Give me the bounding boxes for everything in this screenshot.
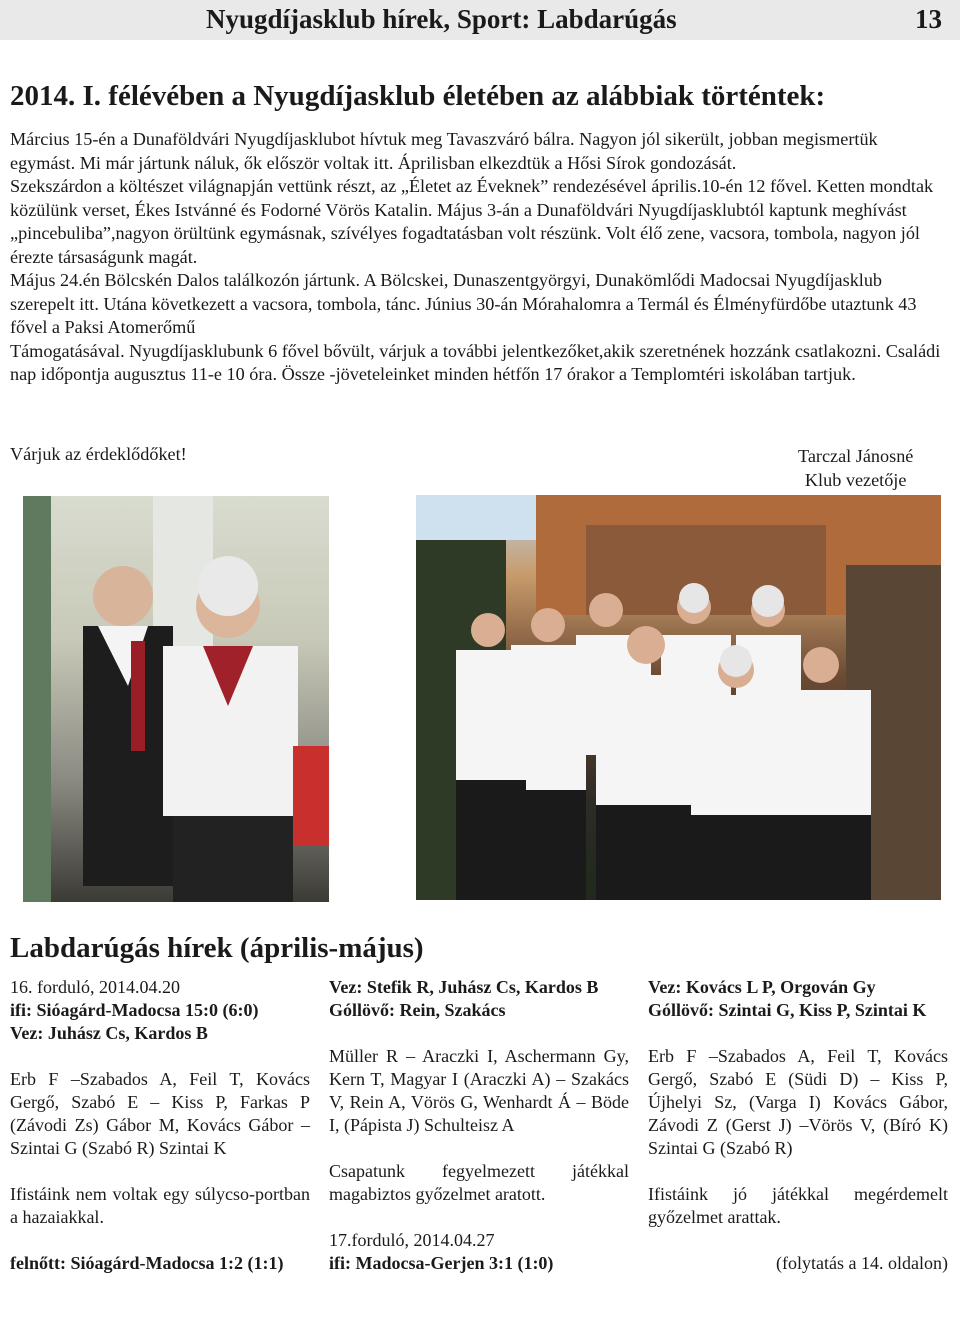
- photo-two-women: [23, 496, 329, 902]
- signature-name: Tarczal Jánosné: [798, 446, 914, 466]
- referees: Vez: Stefik R, Juhász Cs, Kardos B: [329, 977, 599, 997]
- article-paragraph: Támogatásával. Nyugdíjasklubunk 6 fővel bővült, várjuk a további jelentkezőket,akik szeretnének hozzánk csatlakozni. Családi nap időpontja augusztus 11-e 10 óra. Össze -jöveteleinket minden hétfőn 17 órakor a Templomtéri iskolában tartjuk.: [10, 340, 941, 384]
- continued-note: (folytatás a 14. oldalon): [776, 1253, 948, 1273]
- article-paragraph: Szekszárdon a költészet világnapján vettünk részt, az „Életet az Éveknek” rendezésével április.10-én 12 fővel. Ketten mondtak közülünk verset, Ékes Istvánné és Fodorné Vörös Katalin. Május 3-án a Dunaföldvári Nyugdíjasklubtól kaptunk meghívást „pincebuliba”,nagyon örültünk egymásnak, szívélyes fogadtatásban volt részünk. Volt élő zene, vacsora, tombola, nagyon jól érezte társaságunk magát.: [10, 176, 934, 267]
- referees: Vez: Kovács L P, Orgován Gy: [648, 977, 876, 997]
- article-paragraph: Május 24.én Bölcskén Dalos találkozón jártunk. A Bölcskei, Dunaszentgyörgyi, Dunakömlődi Madocsai Nyugdíjasklub szerepelt itt. Utána következett a vacsora, tombola, tánc. Június 30-án Mórahalomra a Termál és Élményfürdőbe utaztunk 43 fővel a Paksi Atomerőmű: [10, 270, 917, 337]
- page-header: [0, 0, 960, 40]
- match-comment: Csapatunk fegyelmezett játékkal magabiztos győzelmet aratott.: [329, 1161, 629, 1204]
- goal-scorers: Góllövő: Szintai G, Kiss P, Szintai K: [648, 1000, 927, 1020]
- match-comment: Ifistáink nem voltak egy súlycso-portban a hazaiakkal.: [10, 1184, 310, 1227]
- sport-column-1: [10, 976, 310, 1275]
- match-result: felnőtt: Sióagárd-Madocsa 1:2 (1:1): [10, 1253, 284, 1273]
- sport-heading: Labdarúgás hírek (április-május): [10, 932, 424, 964]
- lineup: Erb F –Szabados A, Feil T, Kovács Gergő, Szabó E – Kiss P, Farkas P (Závodi Zs) Gábor M, Kovács Gábor – Szintai G (Szabó R) Szintai K: [10, 1069, 310, 1158]
- match-result: ifi: Sióagárd-Madocsa 15:0 (6:0): [10, 1000, 259, 1020]
- sport-column-2: [329, 976, 629, 1275]
- sport-column-3: [648, 976, 948, 1275]
- article-paragraph: Március 15-én a Dunaföldvári Nyugdíjasklubot hívtuk meg Tavaszváró bálra. Nagyon jól sikerült, jobban megismertük egymást. Mi már jártunk náluk, ők először voltak itt. Áprilisban elkezdtük a Hősi Sírok gondozását.: [10, 129, 878, 173]
- signature: [798, 444, 913, 492]
- match-comment: Ifistáink jó játékkal megérdemelt győzelmet arattak.: [648, 1184, 948, 1227]
- header-title: Nyugdíjasklub hírek, Sport: Labdarúgás: [206, 4, 677, 34]
- referees: Vez: Juhász Cs, Kardos B: [10, 1023, 208, 1043]
- club-article: [10, 128, 945, 387]
- lineup: Erb F –Szabados A, Feil T, Kovács Gergő, Szabó E (Südi D) – Kiss P, Újhelyi Sz, (Varga I) Kovács Gábor, Závodi Z (Gerst J) –Vörös V, (Bíró K) Szintai G (Szabó R): [648, 1046, 948, 1158]
- match-result: ifi: Madocsa-Gerjen 3:1 (1:0): [329, 1253, 554, 1273]
- invite-text: Várjuk az érdeklődőket!: [10, 444, 187, 464]
- page-number: 13: [915, 4, 942, 34]
- goal-scorers: Góllövő: Rein, Szakács: [329, 1000, 506, 1020]
- signature-role: Klub vezetője: [804, 470, 907, 490]
- lineup: Müller R – Araczki I, Aschermann Gy, Kern T, Magyar I (Araczki A) – Szakács V, Rein A, Vörös G, Wenhardt Á – Böde I, (Pápista J) Schulteisz A: [329, 1046, 629, 1135]
- round-date: 16. forduló, 2014.04.20: [10, 977, 180, 997]
- round-date: 17.forduló, 2014.04.27: [329, 1230, 495, 1250]
- club-heading: 2014. I. félévében a Nyugdíjasklub életében az alábbiak történtek:: [10, 80, 826, 112]
- photo-group: [416, 495, 941, 900]
